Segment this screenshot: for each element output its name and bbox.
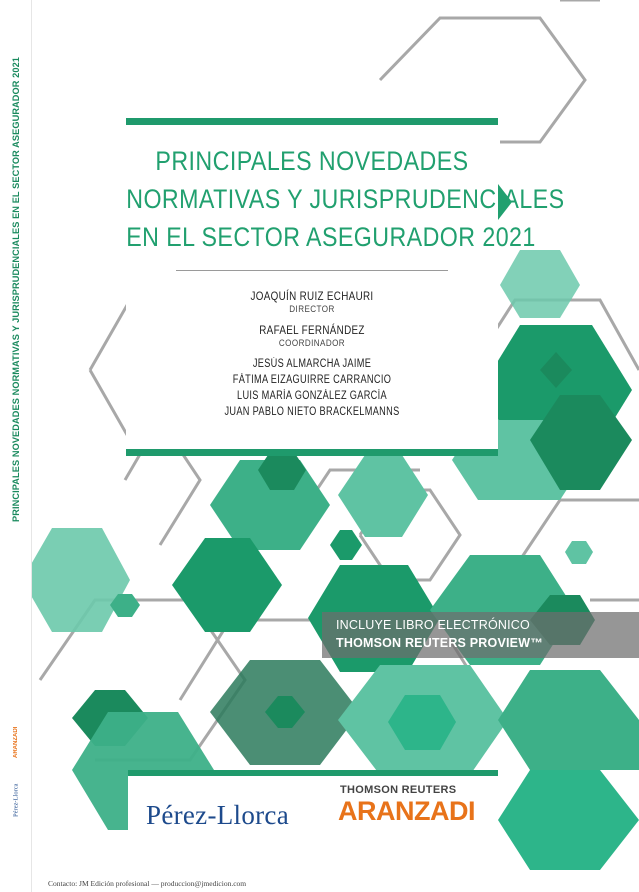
director-name: JOAQUÍN RUIZ ECHAURI: [250, 289, 374, 303]
arrow-right-icon: [498, 184, 512, 220]
director-role: DIRECTOR: [289, 304, 335, 315]
spine-perez-llorca-logo: Pérez-Llorca: [12, 783, 20, 817]
hex-shape: [338, 455, 428, 537]
hex-shape: [500, 250, 580, 318]
book-title-line: EN EL SECTOR ASEGURADOR 2021: [126, 222, 536, 252]
hex-shape: [565, 541, 593, 564]
spine-title: PRINCIPALES NOVEDADES NORMATIVAS Y JURISPRUDENCIALES EN EL SECTOR ASEGURADOR 2021: [11, 57, 21, 523]
hex-shape: [172, 538, 282, 632]
ebook-banner-line2: THOMSON REUTERS PROVIEW™: [336, 636, 543, 650]
author-list: [126, 356, 498, 420]
spine-aranzadi-logo: ARANZADI: [13, 726, 19, 758]
author-name: LUIS MARÍA GONZÁLEZ GARCÍA: [237, 390, 387, 402]
printer-footer: Contacto: JM Edición profesional — produccion@jmedicion.com: [48, 879, 247, 888]
coordinator-role: COORDINADOR: [278, 338, 346, 349]
title-divider: [176, 270, 448, 271]
book-title-line: NORMATIVAS Y JURISPRUDENCIALES: [126, 184, 565, 214]
hex-shape: [498, 770, 639, 870]
hex-shape: [22, 528, 130, 632]
hex-shape: [330, 530, 362, 560]
book-title: [96, 142, 565, 256]
thomson-reuters-logo: THOMSON REUTERS: [340, 784, 457, 796]
perez-llorca-logo: Pérez-Llorca: [146, 800, 290, 830]
author-name: JUAN PABLO NIETO BRACKELMANNS: [224, 406, 400, 418]
title-panel: [126, 118, 565, 456]
title-bottom-bar: [126, 449, 498, 456]
ebook-banner-line1: INCLUYE LIBRO ELECTRÓNICO: [336, 618, 530, 632]
title-top-bar: [126, 118, 498, 125]
author-name: JESÚS ALMARCHA JAIME: [252, 358, 372, 370]
ebook-banner: [322, 612, 639, 658]
author-name: FÁTIMA EIZAGUIRRE CARRANCIO: [232, 374, 392, 386]
book-spine: [0, 0, 32, 892]
coordinator-name: RAFAEL FERNÁNDEZ: [259, 323, 365, 337]
credits: [126, 288, 498, 420]
aranzadi-logo: ARANZADI: [338, 796, 475, 826]
book-title-line: PRINCIPALES NOVEDADES: [155, 146, 469, 176]
publisher-logo-panel: [128, 770, 498, 854]
hex-shape: [498, 670, 639, 770]
